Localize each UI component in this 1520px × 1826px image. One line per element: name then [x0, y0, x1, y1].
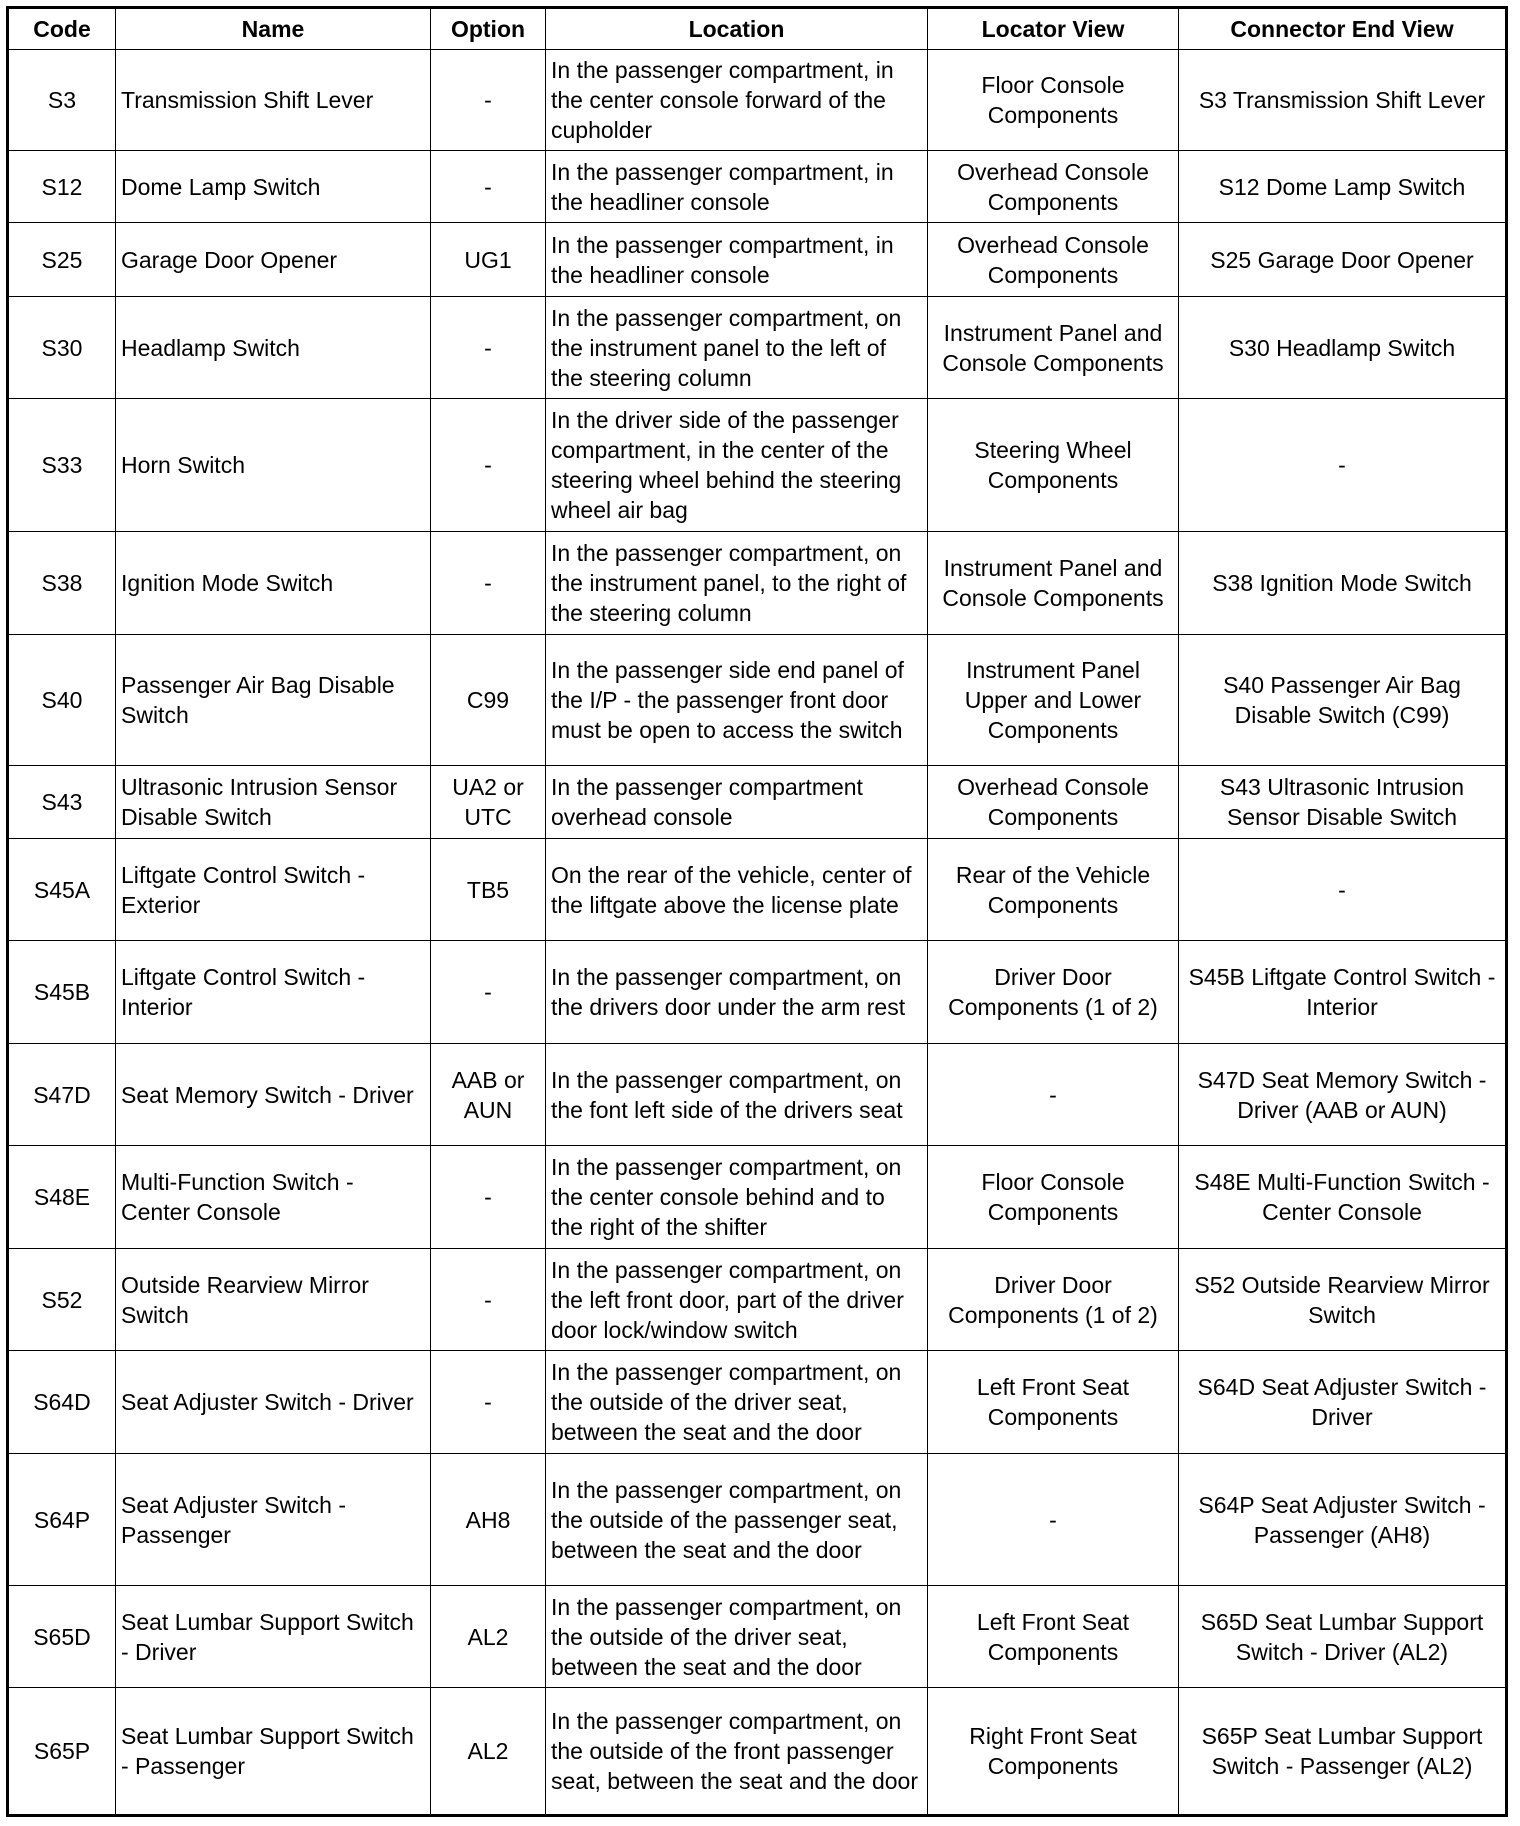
- cell-locator-view: Overhead Console Components: [928, 223, 1179, 297]
- cell-code: S40: [8, 635, 116, 766]
- cell-option: AL2: [431, 1586, 546, 1688]
- header-name: Name: [116, 8, 431, 50]
- cell-code: S65D: [8, 1586, 116, 1688]
- cell-locator-view: Overhead Console Components: [928, 766, 1179, 839]
- cell-location: In the passenger compartment overhead console: [546, 766, 928, 839]
- cell-locator-view: -: [928, 1044, 1179, 1146]
- cell-location: In the passenger compartment, in the center console forward of the cupholder: [546, 50, 928, 151]
- cell-name: Horn Switch: [116, 399, 431, 532]
- cell-code: S43: [8, 766, 116, 839]
- cell-location: In the passenger compartment, on the instrument panel, to the right of the steering column: [546, 532, 928, 635]
- cell-code: S64P: [8, 1454, 116, 1586]
- cell-name: Liftgate Control Switch - Exterior: [116, 839, 431, 941]
- cell-option: AAB or AUN: [431, 1044, 546, 1146]
- cell-location: In the passenger compartment, in the headliner console: [546, 151, 928, 223]
- cell-option: -: [431, 151, 546, 223]
- cell-location: In the passenger compartment, on the outside of the passenger seat, between the seat and the door: [546, 1454, 928, 1586]
- cell-location: In the passenger compartment, on the font left side of the drivers seat: [546, 1044, 928, 1146]
- header-locator-view: Locator View: [928, 8, 1179, 50]
- cell-name: Seat Adjuster Switch - Passenger: [116, 1454, 431, 1586]
- cell-connector-end-view: S25 Garage Door Opener: [1179, 223, 1507, 297]
- cell-option: C99: [431, 635, 546, 766]
- table-row: [8, 1586, 1507, 1688]
- cell-option: UA2 or UTC: [431, 766, 546, 839]
- cell-option: -: [431, 532, 546, 635]
- cell-connector-end-view: S38 Ignition Mode Switch: [1179, 532, 1507, 635]
- cell-name: Headlamp Switch: [116, 297, 431, 399]
- table-row: [8, 50, 1507, 151]
- cell-location: In the passenger side end panel of the I/P - the passenger front door must be open to access the switch: [546, 635, 928, 766]
- table-row: [8, 635, 1507, 766]
- cell-location: In the passenger compartment, on the outside of the driver seat, between the seat and the door: [546, 1351, 928, 1454]
- cell-option: -: [431, 297, 546, 399]
- table-row: [8, 941, 1507, 1044]
- cell-option: AH8: [431, 1454, 546, 1586]
- cell-connector-end-view: S45B Liftgate Control Switch - Interior: [1179, 941, 1507, 1044]
- cell-connector-end-view: -: [1179, 839, 1507, 941]
- cell-name: Dome Lamp Switch: [116, 151, 431, 223]
- cell-connector-end-view: S47D Seat Memory Switch - Driver (AAB or AUN): [1179, 1044, 1507, 1146]
- cell-connector-end-view: S3 Transmission Shift Lever: [1179, 50, 1507, 151]
- cell-locator-view: Instrument Panel and Console Components: [928, 297, 1179, 399]
- cell-code: S38: [8, 532, 116, 635]
- component-locator-table: [6, 6, 1508, 1817]
- cell-code: S64D: [8, 1351, 116, 1454]
- table-row: [8, 297, 1507, 399]
- cell-connector-end-view: -: [1179, 399, 1507, 532]
- cell-code: S12: [8, 151, 116, 223]
- cell-location: In the passenger compartment, on the instrument panel to the left of the steering column: [546, 297, 928, 399]
- cell-option: -: [431, 399, 546, 532]
- cell-connector-end-view: S30 Headlamp Switch: [1179, 297, 1507, 399]
- cell-locator-view: Floor Console Components: [928, 1146, 1179, 1249]
- cell-connector-end-view: S48E Multi-Function Switch - Center Console: [1179, 1146, 1507, 1249]
- cell-locator-view: Right Front Seat Components: [928, 1688, 1179, 1816]
- cell-name: Liftgate Control Switch - Interior: [116, 941, 431, 1044]
- table-row: [8, 1249, 1507, 1351]
- table-row: [8, 1146, 1507, 1249]
- cell-connector-end-view: S64P Seat Adjuster Switch - Passenger (AH8): [1179, 1454, 1507, 1586]
- cell-location: On the rear of the vehicle, center of the liftgate above the license plate: [546, 839, 928, 941]
- table-row: [8, 766, 1507, 839]
- cell-name: Transmission Shift Lever: [116, 50, 431, 151]
- cell-code: S3: [8, 50, 116, 151]
- cell-location: In the passenger compartment, on the drivers door under the arm rest: [546, 941, 928, 1044]
- table-row: [8, 1454, 1507, 1586]
- cell-locator-view: Steering Wheel Components: [928, 399, 1179, 532]
- cell-locator-view: Instrument Panel Upper and Lower Components: [928, 635, 1179, 766]
- cell-locator-view: Left Front Seat Components: [928, 1586, 1179, 1688]
- header-location: Location: [546, 8, 928, 50]
- cell-code: S25: [8, 223, 116, 297]
- cell-locator-view: -: [928, 1454, 1179, 1586]
- cell-connector-end-view: S43 Ultrasonic Intrusion Sensor Disable Switch: [1179, 766, 1507, 839]
- cell-location: In the passenger compartment, on the center console behind and to the right of the shifter: [546, 1146, 928, 1249]
- table-row: [8, 151, 1507, 223]
- cell-locator-view: Floor Console Components: [928, 50, 1179, 151]
- table-row: [8, 223, 1507, 297]
- table-row: [8, 399, 1507, 532]
- cell-location: In the passenger compartment, on the left front door, part of the driver door lock/window switch: [546, 1249, 928, 1351]
- cell-code: S47D: [8, 1044, 116, 1146]
- table-row: [8, 839, 1507, 941]
- cell-locator-view: Overhead Console Components: [928, 151, 1179, 223]
- cell-code: S30: [8, 297, 116, 399]
- cell-code: S45A: [8, 839, 116, 941]
- cell-code: S33: [8, 399, 116, 532]
- cell-locator-view: Driver Door Components (1 of 2): [928, 1249, 1179, 1351]
- cell-connector-end-view: S52 Outside Rearview Mirror Switch: [1179, 1249, 1507, 1351]
- cell-location: In the driver side of the passenger compartment, in the center of the steering wheel behind the steering wheel air bag: [546, 399, 928, 532]
- cell-name: Seat Lumbar Support Switch - Passenger: [116, 1688, 431, 1816]
- cell-option: -: [431, 941, 546, 1044]
- table-row: [8, 1044, 1507, 1146]
- table-row: [8, 1688, 1507, 1816]
- cell-option: AL2: [431, 1688, 546, 1816]
- cell-code: S52: [8, 1249, 116, 1351]
- cell-name: Seat Adjuster Switch - Driver: [116, 1351, 431, 1454]
- cell-connector-end-view: S65P Seat Lumbar Support Switch - Passenger (AL2): [1179, 1688, 1507, 1816]
- cell-option: UG1: [431, 223, 546, 297]
- cell-connector-end-view: S12 Dome Lamp Switch: [1179, 151, 1507, 223]
- cell-name: Outside Rearview Mirror Switch: [116, 1249, 431, 1351]
- header-option: Option: [431, 8, 546, 50]
- cell-name: Passenger Air Bag Disable Switch: [116, 635, 431, 766]
- cell-option: -: [431, 1249, 546, 1351]
- cell-option: -: [431, 1146, 546, 1249]
- cell-locator-view: Instrument Panel and Console Components: [928, 532, 1179, 635]
- cell-locator-view: Driver Door Components (1 of 2): [928, 941, 1179, 1044]
- cell-locator-view: Left Front Seat Components: [928, 1351, 1179, 1454]
- cell-location: In the passenger compartment, on the outside of the front passenger seat, between the seat and the door: [546, 1688, 928, 1816]
- cell-code: S45B: [8, 941, 116, 1044]
- header-connector-end-view: Connector End View: [1179, 8, 1507, 50]
- cell-connector-end-view: S40 Passenger Air Bag Disable Switch (C99): [1179, 635, 1507, 766]
- cell-connector-end-view: S64D Seat Adjuster Switch - Driver: [1179, 1351, 1507, 1454]
- cell-name: Seat Lumbar Support Switch - Driver: [116, 1586, 431, 1688]
- cell-name: Ignition Mode Switch: [116, 532, 431, 635]
- cell-locator-view: Rear of the Vehicle Components: [928, 839, 1179, 941]
- cell-option: -: [431, 50, 546, 151]
- cell-name: Ultrasonic Intrusion Sensor Disable Switch: [116, 766, 431, 839]
- cell-name: Garage Door Opener: [116, 223, 431, 297]
- cell-option: TB5: [431, 839, 546, 941]
- cell-name: Multi-Function Switch - Center Console: [116, 1146, 431, 1249]
- header-code: Code: [8, 8, 116, 50]
- cell-code: S48E: [8, 1146, 116, 1249]
- cell-option: -: [431, 1351, 546, 1454]
- cell-location: In the passenger compartment, in the headliner console: [546, 223, 928, 297]
- cell-location: In the passenger compartment, on the outside of the driver seat, between the seat and the door: [546, 1586, 928, 1688]
- table-row: [8, 532, 1507, 635]
- cell-name: Seat Memory Switch - Driver: [116, 1044, 431, 1146]
- table-row: [8, 1351, 1507, 1454]
- cell-code: S65P: [8, 1688, 116, 1816]
- cell-connector-end-view: S65D Seat Lumbar Support Switch - Driver (AL2): [1179, 1586, 1507, 1688]
- header-row: [8, 8, 1507, 50]
